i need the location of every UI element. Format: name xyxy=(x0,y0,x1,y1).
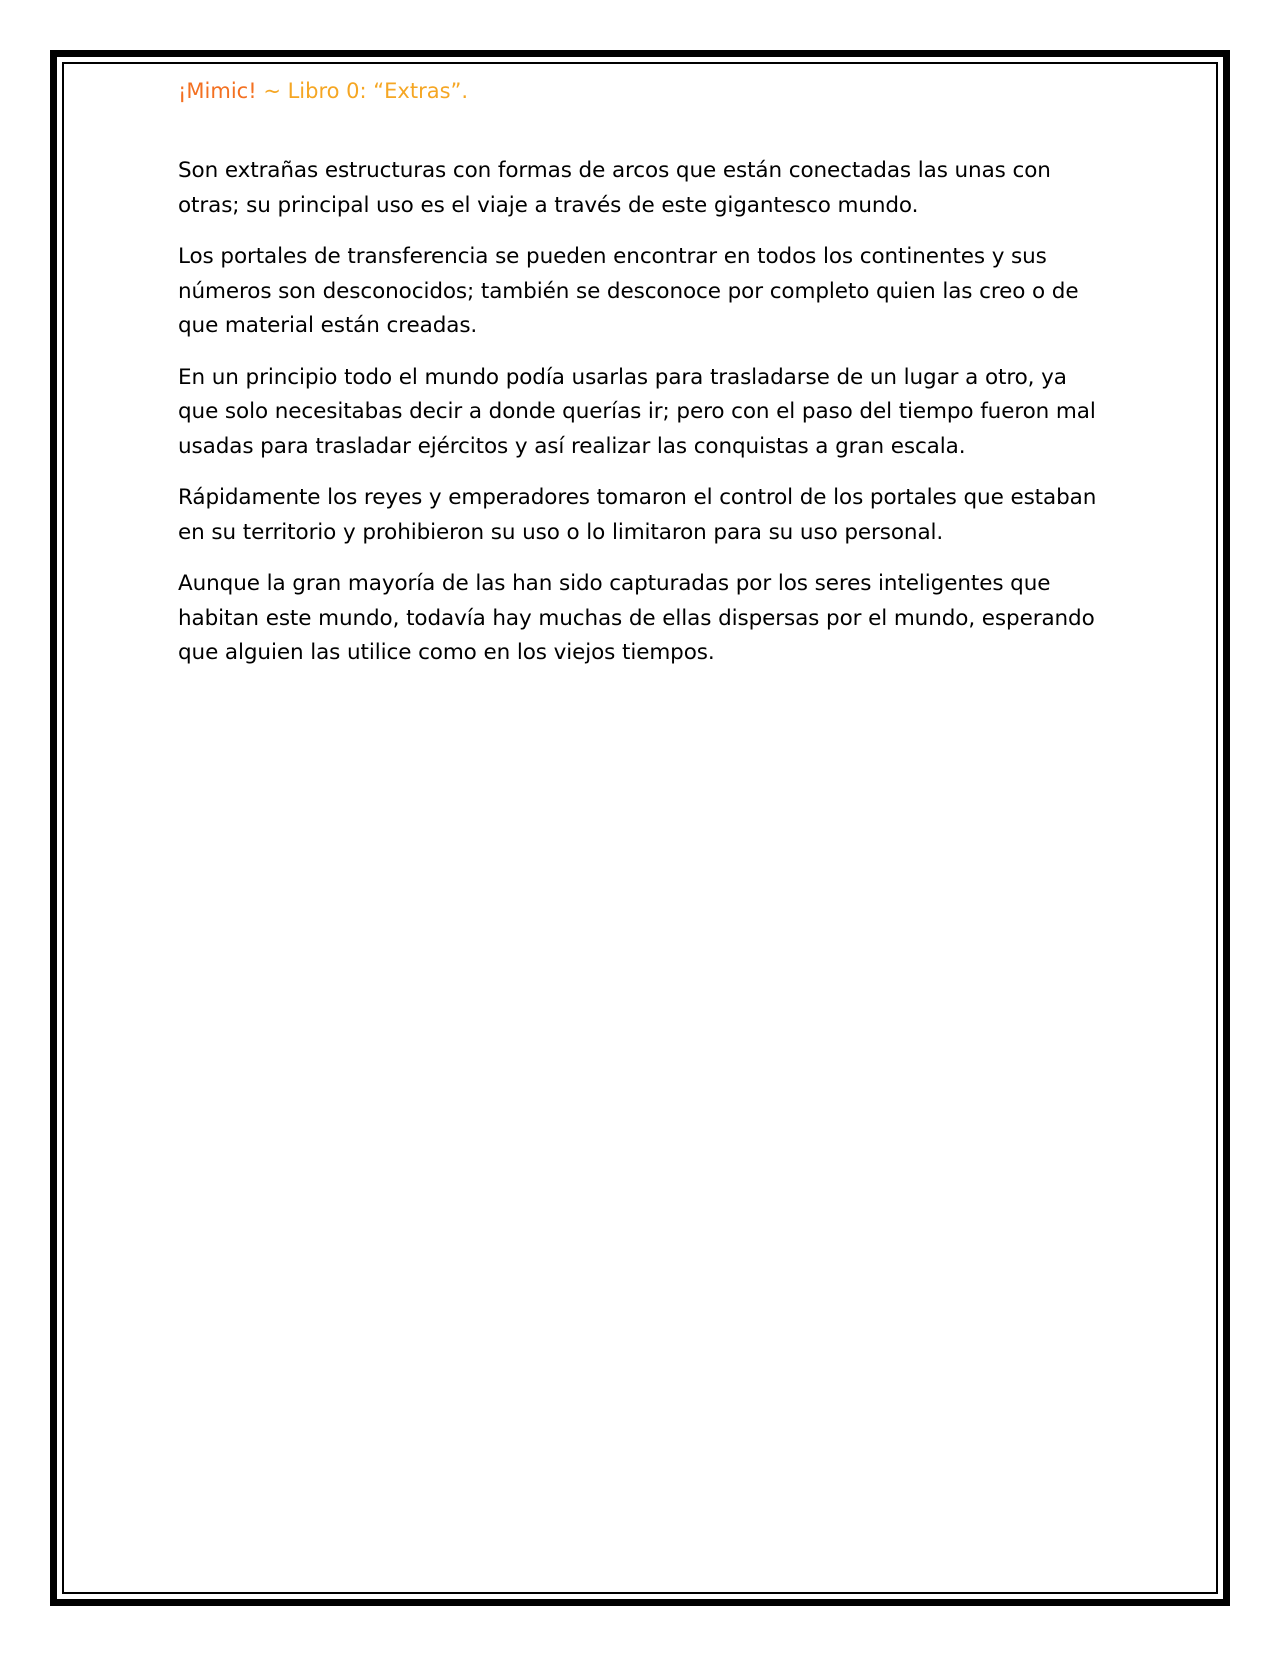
document-title xyxy=(178,74,1098,108)
page-content xyxy=(178,74,1098,688)
paragraph: Los portales de transferencia se pueden encontrar en todos los continentes y sus números son desconocidos; también se desconoce por completo quien las creo o de que material están creadas. xyxy=(178,244,1079,338)
paragraph: En un principio todo el mundo podía usarlas para trasladarse de un lugar a otro, ya que solo necesitabas decir a donde querías ir; pero con el paso del tiempo fueron mal usadas para trasladar ejércitos y así realizar las conquistas a gran escala. xyxy=(178,364,1096,459)
title-rest: ~ Libro 0: “Extras”. xyxy=(256,79,469,103)
paragraph: Aunque la gran mayoría de las han sido capturadas por los seres inteligentes que habitan este mundo, todavía hay muchas de ellas dispersas por el mundo, esperando que alguien las utilice como en los viejos tiempos. xyxy=(178,571,1095,665)
title-lead: ¡Mimic! xyxy=(178,79,257,103)
paragraph: Son extrañas estructuras con formas de arcos que están conectadas las unas con otras; su principal uso es el viaje a través de este gigantesco mundo. xyxy=(178,158,1051,218)
paragraph: Rápidamente los reyes y emperadores tomaron el control de los portales que estaban en su territorio y prohibieron su uso o lo limitaron para su uso personal. xyxy=(178,485,1097,545)
